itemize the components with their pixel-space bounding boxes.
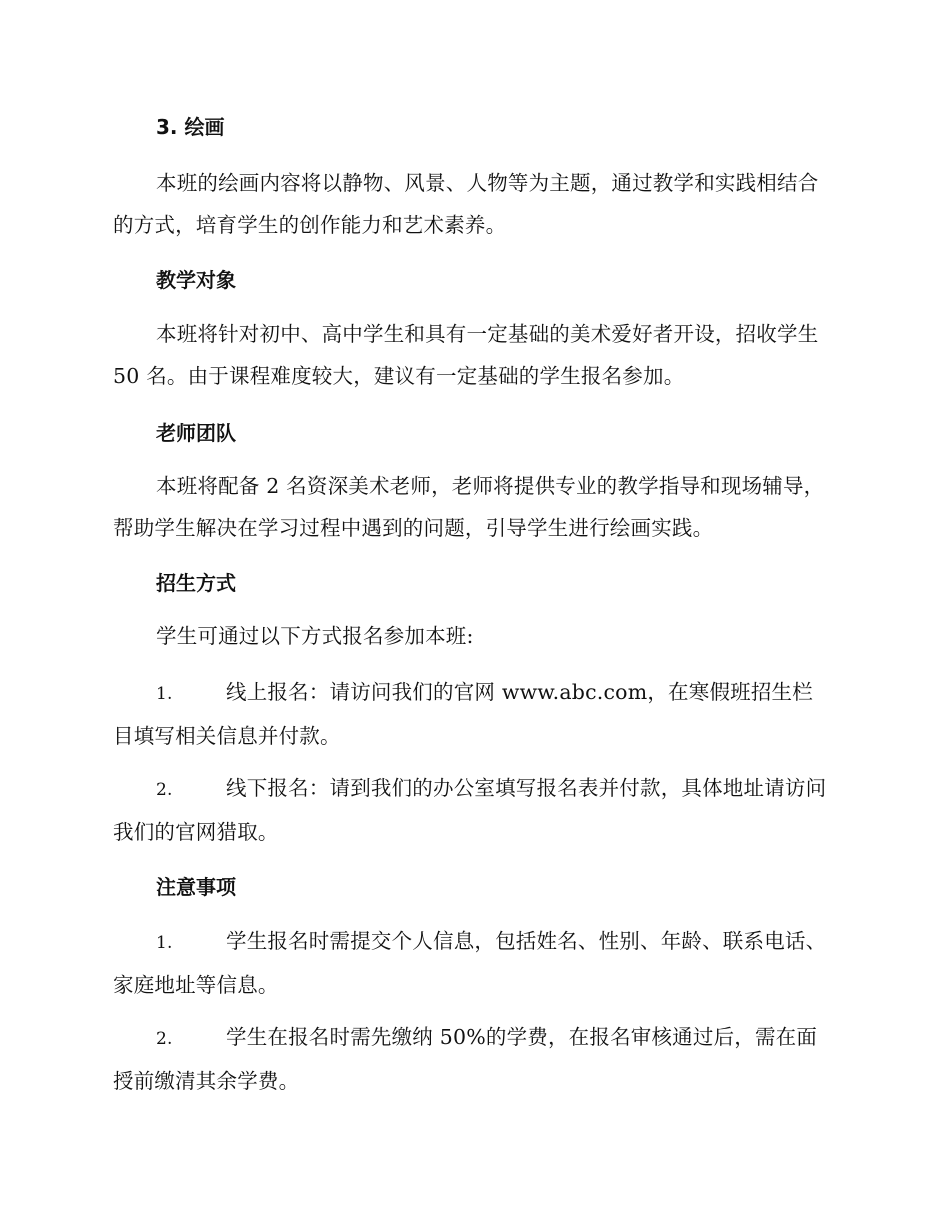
list-item-notes-info xyxy=(113,920,833,1006)
paragraph-painting: 本班的绘画内容将以静物、风景、人物等为主题，通过教学和实践相结合的方式，培育学生的创作能力和艺术素养。 xyxy=(113,171,819,237)
list-item-number: 1. xyxy=(156,684,173,704)
paragraph-enrollment-intro: 学生可通过以下方式报名参加本班: xyxy=(156,624,474,648)
list-item-text: 线上报名：请访问我们的官网 www.abc.com，在寒假班招生栏目填写相关信息并付款。 xyxy=(113,680,813,748)
list-item-number: 1. xyxy=(156,933,173,953)
section-heading-audience: 教学对象 xyxy=(156,268,236,292)
list-item-number: 2. xyxy=(156,780,173,800)
list-item-number: 2. xyxy=(156,1029,173,1049)
section-heading-enrollment: 招生方式 xyxy=(156,571,236,595)
list-item-notes-fees xyxy=(113,1016,833,1102)
list-item-text: 学生报名时需提交个人信息，包括姓名、性别、年龄、联系电话、家庭地址等信息。 xyxy=(113,929,827,997)
list-item-enrollment-online xyxy=(113,671,833,757)
section-heading-painting: 3. 绘画 xyxy=(156,115,225,139)
paragraph-audience: 本班将针对初中、高中学生和具有一定基础的美术爱好者开设，招收学生 50 名。由于课程难度较大，建议有一定基础的学生报名参加。 xyxy=(113,322,819,388)
section-heading-teachers: 老师团队 xyxy=(156,421,236,445)
list-item-text: 线下报名：请到我们的办公室填写报名表并付款，具体地址请访问我们的官网猎取。 xyxy=(113,776,827,844)
list-item-text: 学生在报名时需先缴纳 50%的学费，在报名审核通过后，需在面授前缴清其余学费。 xyxy=(113,1025,818,1093)
paragraph-teachers: 本班将配备 2 名资深美术老师，老师将提供专业的教学指导和现场辅导，帮助学生解决在学习过程中遇到的问题，引导学生进行绘画实践。 xyxy=(113,474,825,540)
section-heading-notes: 注意事项 xyxy=(156,875,236,899)
list-item-enrollment-offline xyxy=(113,767,833,853)
